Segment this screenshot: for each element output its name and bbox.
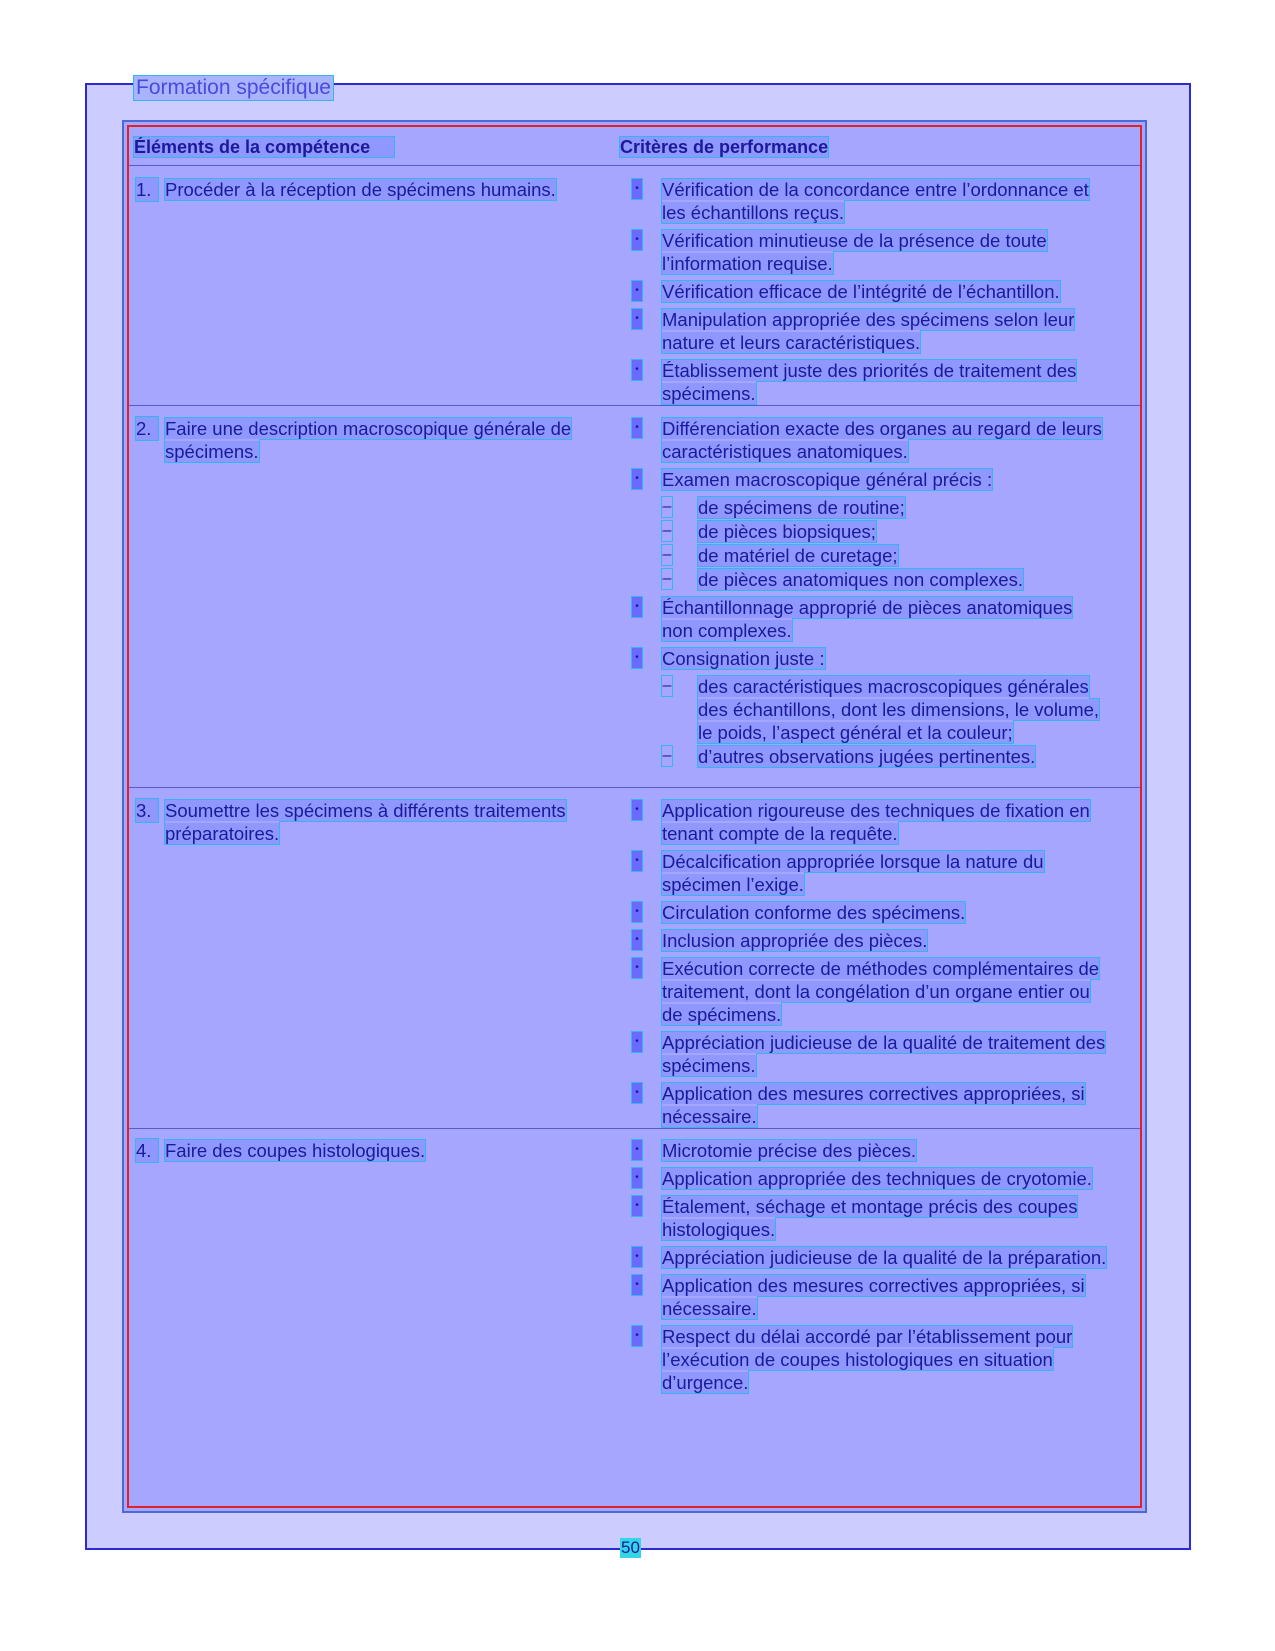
criteria-item xyxy=(632,417,1107,463)
bullet-icon: • xyxy=(632,179,642,199)
criteria-list xyxy=(632,1139,1107,1399)
element-text: Soumettre les spécimens à différents traitements préparatoires. xyxy=(165,800,566,844)
criteria-text: des caractéristiques macroscopiques générales des échantillons, dont les dimensions, le volume, le poids, l’aspect général et la couleur; xyxy=(698,676,1100,743)
criteria-item xyxy=(632,647,1107,670)
element-cell xyxy=(136,417,636,463)
criteria-subitem xyxy=(632,544,1107,567)
table-row xyxy=(129,405,1140,787)
bullet-icon: • xyxy=(632,958,642,978)
criteria-text: Différenciation exacte des organes au regard de leurs caractéristiques anatomiques. xyxy=(662,418,1102,462)
bullet-icon: • xyxy=(632,469,642,489)
criteria-text: Application rigoureuse des techniques de fixation en tenant compte de la requête. xyxy=(662,800,1090,844)
criteria-item xyxy=(632,596,1107,642)
element-number: 3. xyxy=(136,799,158,822)
criteria-item xyxy=(632,929,1107,952)
dash-bullet-icon: – xyxy=(662,522,672,539)
criteria-item xyxy=(632,850,1107,896)
criteria-subitem xyxy=(632,568,1107,591)
criteria-text: d’autres observations jugées pertinentes. xyxy=(698,746,1036,767)
dash-bullet-icon: – xyxy=(662,498,672,515)
bullet-icon: • xyxy=(632,418,642,438)
bullet-icon: • xyxy=(632,281,642,301)
criteria-text: Appréciation judicieuse de la qualité de la préparation. xyxy=(662,1247,1107,1268)
bullet-icon: • xyxy=(632,1275,642,1295)
criteria-text: Microtomie précise des pièces. xyxy=(662,1140,916,1161)
criteria-text: de spécimens de routine; xyxy=(698,497,905,518)
bullet-icon: • xyxy=(632,648,642,668)
table-header-row xyxy=(129,127,1140,166)
criteria-item xyxy=(632,468,1107,491)
dash-bullet-icon: – xyxy=(662,747,672,764)
criteria-text: Appréciation judicieuse de la qualité de traitement des spécimens. xyxy=(662,1032,1106,1076)
criteria-subitem xyxy=(632,675,1107,744)
criteria-list xyxy=(632,178,1107,410)
criteria-text: de matériel de curetage; xyxy=(698,545,898,566)
criteria-text: Application des mesures correctives appropriées, si nécessaire. xyxy=(662,1083,1085,1127)
criteria-text: Application des mesures correctives appropriées, si nécessaire. xyxy=(662,1275,1085,1319)
element-cell xyxy=(136,799,636,845)
criteria-list xyxy=(632,799,1107,1133)
table-row xyxy=(129,1128,1140,1438)
criteria-text: Inclusion appropriée des pièces. xyxy=(662,930,928,951)
bullet-icon: • xyxy=(632,1032,642,1052)
dash-bullet-icon: – xyxy=(662,546,672,563)
criteria-text: Vérification de la concordance entre l’ordonnance et les échantillons reçus. xyxy=(662,179,1089,223)
dash-bullet-icon: – xyxy=(662,570,672,587)
section-title: Formation spécifique xyxy=(136,76,331,99)
criteria-text: de pièces biopsiques; xyxy=(698,521,876,542)
dash-bullet-icon: – xyxy=(662,677,672,694)
criteria-item xyxy=(632,1246,1107,1269)
page-number: 50 xyxy=(621,1538,640,1557)
header-criteria: Critères de performance xyxy=(620,137,829,157)
criteria-text: de pièces anatomiques non complexes. xyxy=(698,569,1023,590)
criteria-item xyxy=(632,1167,1107,1190)
competence-table-wrapper xyxy=(122,120,1147,1513)
criteria-text: Circulation conforme des spécimens. xyxy=(662,902,966,923)
criteria-item xyxy=(632,957,1107,1026)
table-row xyxy=(129,166,1140,405)
criteria-text: Vérification minutieuse de la présence de toute l’information requise. xyxy=(662,230,1047,274)
element-cell xyxy=(136,178,636,201)
criteria-text: Étalement, séchage et montage précis des coupes histologiques. xyxy=(662,1196,1078,1240)
criteria-text: Examen macroscopique général précis : xyxy=(662,469,993,490)
criteria-text: Exécution correcte de méthodes complémentaires de traitement, dont la congélation d’un organe entier ou de spécimens. xyxy=(662,958,1100,1025)
header-elements: Éléments de la compétence xyxy=(134,137,394,157)
bullet-icon: • xyxy=(632,1083,642,1103)
table-row xyxy=(129,787,1140,1128)
element-number: 2. xyxy=(136,417,158,440)
competence-table xyxy=(127,125,1142,1508)
criteria-text: Établissement juste des priorités de traitement des spécimens. xyxy=(662,360,1077,404)
bullet-icon: • xyxy=(632,230,642,250)
criteria-text: Application appropriée des techniques de cryotomie. xyxy=(662,1168,1092,1189)
criteria-text: Consignation juste : xyxy=(662,648,825,669)
criteria-subitem xyxy=(632,520,1107,543)
criteria-text: Échantillonnage approprié de pièces anatomiques non complexes. xyxy=(662,597,1073,641)
criteria-subitem xyxy=(632,745,1107,768)
criteria-subitem xyxy=(632,496,1107,519)
criteria-item xyxy=(632,178,1107,224)
bullet-icon: • xyxy=(632,1326,642,1346)
criteria-text: Respect du délai accordé par l’établissement pour l’exécution de coupes histologiques en situation d’urgence. xyxy=(662,1326,1073,1393)
element-text: Procéder à la réception de spécimens humains. xyxy=(165,179,556,200)
criteria-text: Vérification efficace de l’intégrité de l’échantillon. xyxy=(662,281,1060,302)
bullet-icon: • xyxy=(632,902,642,922)
bullet-icon: • xyxy=(632,1247,642,1267)
criteria-item xyxy=(632,1195,1107,1241)
criteria-text: Décalcification appropriée lorsque la nature du spécimen l’exige. xyxy=(662,851,1044,895)
bullet-icon: • xyxy=(632,800,642,820)
criteria-item xyxy=(632,1139,1107,1162)
criteria-item xyxy=(632,1082,1107,1128)
criteria-text: Manipulation appropriée des spécimens selon leur nature et leurs caractéristiques. xyxy=(662,309,1075,353)
bullet-icon: • xyxy=(632,1196,642,1216)
bullet-icon: • xyxy=(632,309,642,329)
criteria-item xyxy=(632,901,1107,924)
criteria-item xyxy=(632,280,1107,303)
criteria-item xyxy=(632,799,1107,845)
criteria-list xyxy=(632,417,1107,773)
bullet-icon: • xyxy=(632,1140,642,1160)
bullet-icon: • xyxy=(632,851,642,871)
criteria-item xyxy=(632,1274,1107,1320)
criteria-item xyxy=(632,1031,1107,1077)
bullet-icon: • xyxy=(632,1168,642,1188)
element-cell xyxy=(136,1139,636,1162)
criteria-item xyxy=(632,308,1107,354)
bullet-icon: • xyxy=(632,930,642,950)
bullet-icon: • xyxy=(632,360,642,380)
element-number: 4. xyxy=(136,1139,158,1162)
criteria-item xyxy=(632,229,1107,275)
criteria-item xyxy=(632,359,1107,405)
element-text: Faire des coupes histologiques. xyxy=(165,1140,426,1161)
element-text: Faire une description macroscopique générale de spécimens. xyxy=(165,418,572,462)
bullet-icon: • xyxy=(632,597,642,617)
element-number: 1. xyxy=(136,178,158,201)
criteria-item xyxy=(632,1325,1107,1394)
